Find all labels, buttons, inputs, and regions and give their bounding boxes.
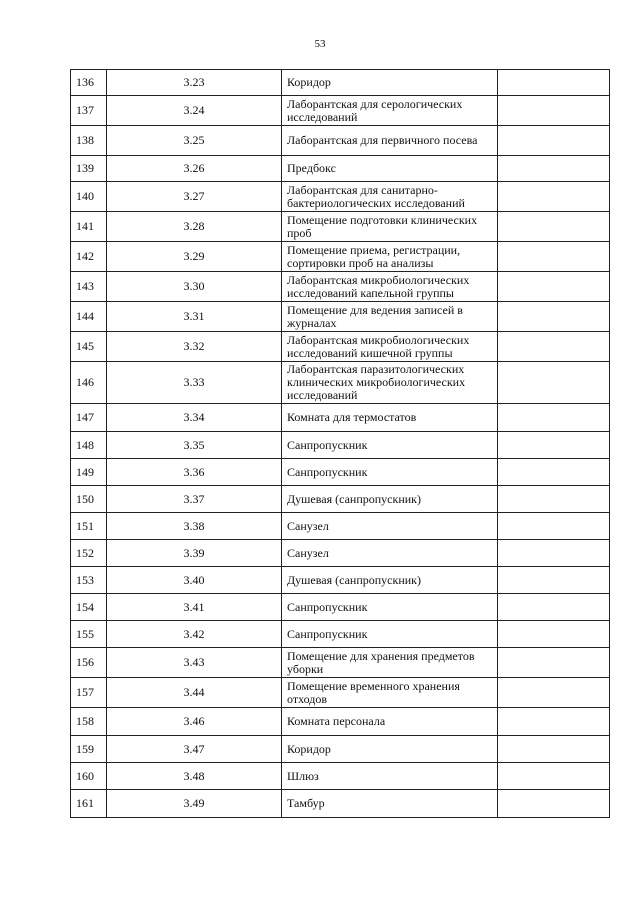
room-code: 3.30 — [107, 272, 282, 302]
room-name: Тамбур — [282, 790, 498, 818]
row-number: 142 — [71, 242, 107, 272]
room-name: Санпропускник — [282, 432, 498, 459]
room-name: Коридор — [282, 70, 498, 96]
row-number: 137 — [71, 96, 107, 126]
room-name: Санузел — [282, 513, 498, 540]
empty-cell — [498, 459, 610, 486]
row-number: 144 — [71, 302, 107, 332]
row-number: 152 — [71, 540, 107, 567]
empty-cell — [498, 540, 610, 567]
room-code: 3.49 — [107, 790, 282, 818]
room-name: Лаборантская для первичного посева — [282, 126, 498, 156]
room-code: 3.28 — [107, 212, 282, 242]
room-name: Коридор — [282, 736, 498, 763]
table-row — [71, 736, 610, 763]
row-number: 154 — [71, 594, 107, 621]
room-name: Помещение приема, регистрации, сортировки проб на анализы — [282, 242, 498, 272]
room-name: Лаборантская паразитологических клинических микробиологических исследований — [282, 362, 498, 404]
empty-cell — [498, 432, 610, 459]
table-row — [71, 242, 610, 272]
room-code: 3.37 — [107, 486, 282, 513]
room-name: Лаборантская микробиологических исследований кишечной группы — [282, 332, 498, 362]
empty-cell — [498, 272, 610, 302]
room-code: 3.32 — [107, 332, 282, 362]
empty-cell — [498, 621, 610, 648]
empty-cell — [498, 486, 610, 513]
room-code: 3.33 — [107, 362, 282, 404]
table-row — [71, 567, 610, 594]
empty-cell — [498, 362, 610, 404]
room-code: 3.24 — [107, 96, 282, 126]
room-code: 3.27 — [107, 182, 282, 212]
empty-cell — [498, 708, 610, 736]
row-number: 158 — [71, 708, 107, 736]
empty-cell — [498, 70, 610, 96]
table-row — [71, 790, 610, 818]
empty-cell — [498, 156, 610, 182]
row-number: 155 — [71, 621, 107, 648]
row-number: 147 — [71, 404, 107, 432]
empty-cell — [498, 96, 610, 126]
row-number: 136 — [71, 70, 107, 96]
row-number: 145 — [71, 332, 107, 362]
row-number: 141 — [71, 212, 107, 242]
room-name: Предбокс — [282, 156, 498, 182]
page-number: 53 — [314, 38, 326, 50]
room-name: Санпропускник — [282, 459, 498, 486]
room-code: 3.25 — [107, 126, 282, 156]
row-number: 143 — [71, 272, 107, 302]
room-name: Лаборантская для санитарно-бактериологических исследований — [282, 182, 498, 212]
row-number: 138 — [71, 126, 107, 156]
room-name: Душевая (санпропускник) — [282, 486, 498, 513]
room-name: Лаборантская микробиологических исследований капельной группы — [282, 272, 498, 302]
empty-cell — [498, 302, 610, 332]
table-row — [71, 70, 610, 96]
empty-cell — [498, 763, 610, 790]
row-number: 157 — [71, 678, 107, 708]
room-code: 3.35 — [107, 432, 282, 459]
room-code: 3.42 — [107, 621, 282, 648]
room-name: Санузел — [282, 540, 498, 567]
table-row — [71, 540, 610, 567]
table-row — [71, 648, 610, 678]
table-row — [71, 96, 610, 126]
room-name: Санпропускник — [282, 594, 498, 621]
room-code: 3.46 — [107, 708, 282, 736]
row-number: 148 — [71, 432, 107, 459]
table-row — [71, 486, 610, 513]
empty-cell — [498, 567, 610, 594]
room-code: 3.40 — [107, 567, 282, 594]
room-code: 3.36 — [107, 459, 282, 486]
empty-cell — [498, 404, 610, 432]
table-row — [71, 182, 610, 212]
table-row — [71, 332, 610, 362]
room-name: Душевая (санпропускник) — [282, 567, 498, 594]
room-code: 3.29 — [107, 242, 282, 272]
room-name: Помещение для ведения записей в журналах — [282, 302, 498, 332]
row-number: 161 — [71, 790, 107, 818]
table-row — [71, 126, 610, 156]
table-row — [71, 362, 610, 404]
table-row — [71, 302, 610, 332]
room-code: 3.41 — [107, 594, 282, 621]
room-name: Помещение для хранения предметов уборки — [282, 648, 498, 678]
room-code: 3.23 — [107, 70, 282, 96]
row-number: 159 — [71, 736, 107, 763]
table-row — [71, 212, 610, 242]
table-row — [71, 678, 610, 708]
row-number: 151 — [71, 513, 107, 540]
empty-cell — [498, 126, 610, 156]
room-code: 3.31 — [107, 302, 282, 332]
empty-cell — [498, 212, 610, 242]
room-name: Лаборантская для серологических исследований — [282, 96, 498, 126]
table-row — [71, 621, 610, 648]
row-number: 156 — [71, 648, 107, 678]
table-row — [71, 594, 610, 621]
table-row — [71, 156, 610, 182]
row-number: 140 — [71, 182, 107, 212]
table-row — [71, 272, 610, 302]
empty-cell — [498, 594, 610, 621]
row-number: 160 — [71, 763, 107, 790]
row-number: 139 — [71, 156, 107, 182]
empty-cell — [498, 648, 610, 678]
table-row — [71, 404, 610, 432]
room-name: Комната персонала — [282, 708, 498, 736]
room-code: 3.38 — [107, 513, 282, 540]
rooms-table-body — [71, 70, 610, 818]
empty-cell — [498, 332, 610, 362]
room-code: 3.34 — [107, 404, 282, 432]
empty-cell — [498, 736, 610, 763]
table-row — [71, 763, 610, 790]
rooms-table — [70, 69, 610, 818]
room-name: Помещение временного хранения отходов — [282, 678, 498, 708]
row-number: 153 — [71, 567, 107, 594]
row-number: 149 — [71, 459, 107, 486]
table-row — [71, 513, 610, 540]
room-code: 3.44 — [107, 678, 282, 708]
empty-cell — [498, 513, 610, 540]
empty-cell — [498, 182, 610, 212]
room-name: Помещение подготовки клинических проб — [282, 212, 498, 242]
empty-cell — [498, 790, 610, 818]
room-code: 3.39 — [107, 540, 282, 567]
empty-cell — [498, 242, 610, 272]
table-row — [71, 432, 610, 459]
room-name: Санпропускник — [282, 621, 498, 648]
row-number: 150 — [71, 486, 107, 513]
empty-cell — [498, 678, 610, 708]
room-code: 3.47 — [107, 736, 282, 763]
room-code: 3.43 — [107, 648, 282, 678]
room-name: Шлюз — [282, 763, 498, 790]
table-row — [71, 459, 610, 486]
table-row — [71, 708, 610, 736]
row-number: 146 — [71, 362, 107, 404]
room-name: Комната для термостатов — [282, 404, 498, 432]
room-code: 3.26 — [107, 156, 282, 182]
room-code: 3.48 — [107, 763, 282, 790]
